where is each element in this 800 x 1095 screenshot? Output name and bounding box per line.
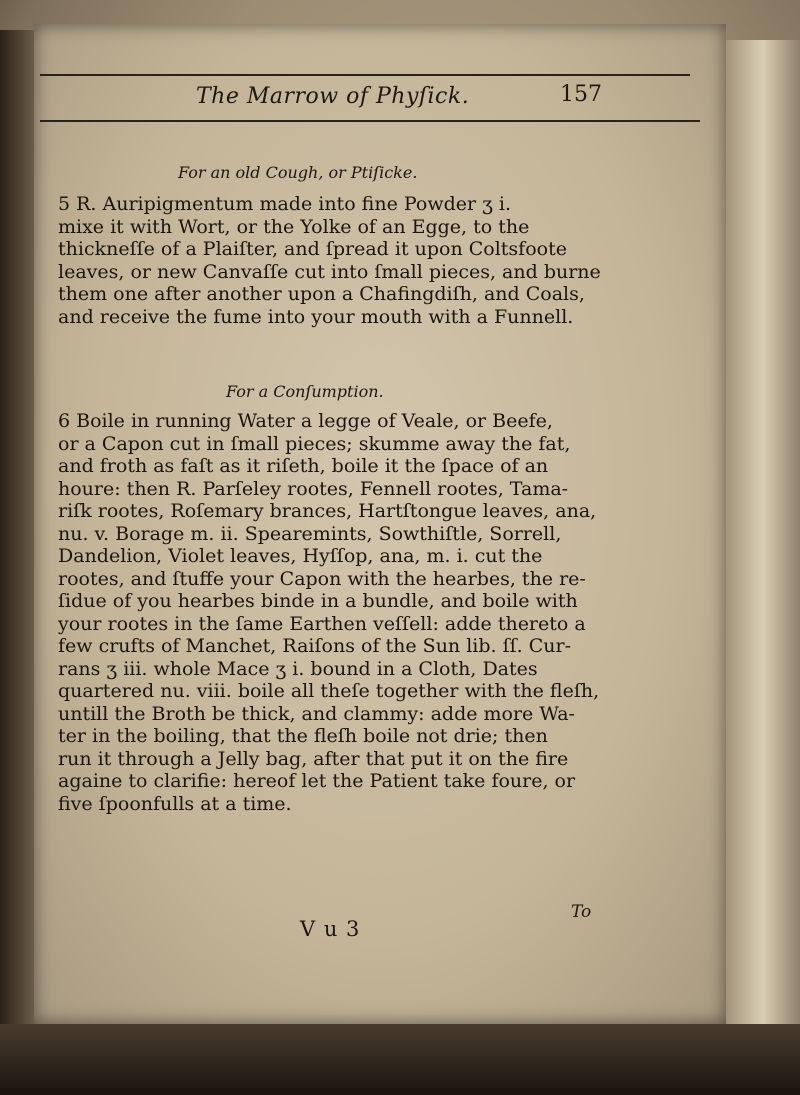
section-heading-consumption: For a Conſumption. — [226, 382, 384, 401]
running-head-title: The Marrow of Phyſick. — [196, 84, 470, 109]
section-text-consumption: 6 Boile in running Water a legge of Veale, or Beefe, or a Capon cut in ſmall pieces; skumme away the fat, and froth as faſt as it riſeth, boile it the ſpace of an houre: then R. Parſeley rootes, Fennell rootes, Tama- riſk rootes, Roſemary brances, Hartſtongue leaves, ana, nu. v. Borage m. ii. Spearemints, Sowthiſtle, Sorrell, Dandelion, Violet leaves, Hyſſop, ana, m. i. cut the rootes, and ſtuffe your Capon with the hearbes, the re- ſidue of you hearbes binde in a bundle, and boile with your rootes in the ſame Earthen veſſell: adde thereto a few crufts of Manchet, Raiſons of the Sun lib. ſſ. Cur- rans ʒ iii. whole Mace ʒ i. bound in a Cloth, Dates quartered nu. viii. boile all theſe together with the fleſh, untill the Broth be thick, and clammy: adde more Wa- ter in the boiling, that the fleſh boile not drie; then run it through a Jelly bag, after that put it on the fire againe to clarifie: hereof let the Patient take foure, or five ſpoonfulls at a time. — [58, 410, 600, 815]
page-number: 157 — [560, 82, 602, 107]
signature-mark: V u 3 — [300, 917, 361, 941]
top-rule — [40, 74, 690, 76]
book-bottom-edge — [0, 1024, 800, 1095]
section-text-cough: 5 R. Auripigmentum made into fine Powder ʒ i. mixe it with Wort, or the Yolke of an Egge, to the thickneſſe of a Plaiſter, and ſpread it upon Coltsfoote leaves, or new Canvaſſe cut into ſmall pieces, and burne them one after another upon a Chafingdiſh, and Coals, and receive the fume into your mouth with a Funnell. — [58, 193, 601, 328]
binding-edge — [0, 30, 34, 1060]
catchword: To — [571, 902, 592, 922]
facing-page-edge — [726, 40, 800, 1040]
section-heading-cough: For an old Cough, or Ptiſicke. — [178, 163, 418, 182]
head-rule — [40, 120, 700, 122]
